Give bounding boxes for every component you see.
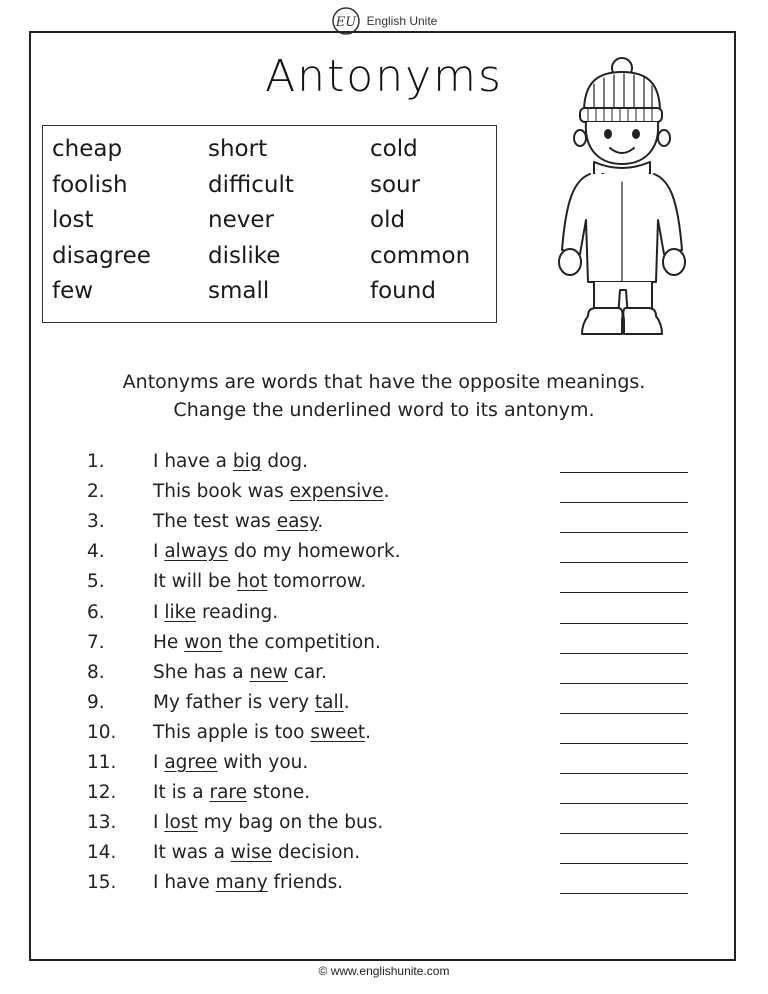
question-row [0,571,768,601]
word-bank-word: foolish [52,171,128,198]
answer-blank[interactable] [560,773,688,774]
underlined-word: hot [237,571,268,593]
question-sentence [153,602,278,623]
word-bank-word: never [208,207,274,233]
answer-blank[interactable] [560,893,688,894]
sentence-text: with you. [217,752,309,773]
underlined-word: lost [164,812,198,834]
word-bank-word: short [208,136,268,162]
word-bank-word: sour [370,171,421,198]
question-sentence [153,481,390,502]
sentence-text: I have [153,872,216,894]
word-bank-word: old [370,207,406,233]
underlined-word: agree [164,752,218,773]
word-bank-column-3 [370,132,470,310]
question-number: 8. [87,661,105,683]
sentence-text: My father is very [153,691,315,713]
sentence-text: It is a [153,782,210,804]
question-number: 10. [87,721,117,743]
sentence-text: This book was [153,481,290,503]
question-row [0,752,768,782]
answer-blank[interactable] [560,743,688,744]
question-number: 3. [87,511,105,533]
question-row [0,662,768,692]
question-sentence [153,752,308,773]
sentence-text: . [365,721,372,743]
underlined-word: wise [230,842,273,864]
answer-blank[interactable] [560,833,688,834]
question-number: 2. [87,481,105,503]
sentence-text: It was a [153,842,231,864]
question-row [0,692,768,722]
sentence-text: reading. [196,601,279,623]
question-number: 12. [87,782,117,804]
question-number: 7. [87,631,105,653]
sentence-text: dog. [261,451,309,472]
sentence-text: It will be [153,571,238,593]
word-bank-column-1 [52,132,151,310]
sentence-text: . [383,481,390,503]
sentence-text: She has a [153,661,250,683]
question-sentence [153,571,366,592]
answer-blank[interactable] [560,532,688,533]
underlined-word: always [164,541,228,563]
question-row [0,602,768,632]
word-bank-word: difficult [208,171,294,198]
sentence-text: . [343,691,350,713]
answer-blank[interactable] [560,713,688,714]
sentence-text: I [153,812,165,834]
underlined-word: big [232,451,262,472]
question-row [0,511,768,541]
question-sentence [153,782,310,803]
question-number: 6. [87,601,105,623]
word-bank-word: few [52,278,94,304]
instructions [0,368,768,424]
svg-text:EU: EU [335,15,356,30]
question-number: 11. [87,752,117,773]
word-bank-word: cheap [52,136,123,162]
answer-blank[interactable] [560,502,688,503]
answer-blank[interactable] [560,803,688,804]
question-sentence [153,722,371,743]
sentence-text: He [153,631,185,653]
underlined-word: new [249,661,288,683]
question-row [0,451,768,481]
underlined-word: easy [276,511,318,533]
answer-blank[interactable] [560,592,688,593]
underlined-word: expensive [289,481,384,503]
sentence-text: I have a [153,451,233,472]
word-bank [42,125,497,323]
sentence-text: friends. [267,872,344,894]
question-row [0,842,768,872]
instructions-line-2: Change the underlined word to its antonym. [173,399,595,421]
word-bank-word: found [370,278,436,304]
sentence-text: the competition. [222,631,381,653]
sentence-text: decision. [272,842,361,864]
answer-blank[interactable] [560,863,688,864]
question-sentence [153,692,350,713]
word-bank-word: common [370,242,471,269]
answer-blank[interactable] [560,472,688,473]
underlined-word: won [184,631,223,653]
answer-blank[interactable] [560,562,688,563]
sentence-text: tomorrow. [267,571,367,593]
question-sentence [153,872,343,893]
answer-blank[interactable] [560,653,688,654]
underlined-word: rare [209,782,247,804]
question-row [0,481,768,511]
question-number: 4. [87,541,105,563]
sentence-text: do my homework. [227,541,401,563]
question-number: 14. [87,842,117,864]
sentence-text: This apple is too [153,721,311,743]
word-bank-word: lost [52,207,94,233]
question-number: 15. [87,872,117,894]
question-number: 1. [87,451,105,472]
word-bank-word: dislike [208,242,281,269]
question-sentence [153,842,360,863]
brand-name: English Unite [366,14,438,28]
question-number: 9. [87,691,105,713]
word-bank-word: disagree [52,242,151,269]
question-row [0,722,768,752]
underlined-word: many [215,872,268,894]
question-number: 13. [87,812,117,834]
question-sentence [153,451,308,472]
question-sentence [153,812,383,833]
word-bank-column-2 [208,132,294,310]
sentence-text: . [317,511,324,533]
boy-in-winter-clothes-illustration [550,50,700,340]
underlined-word: sweet [310,721,366,743]
question-row [0,812,768,842]
page-title: Antonyms [265,51,503,102]
question-sentence [153,541,401,562]
footer-copyright: © www.englishunite.com [318,964,450,978]
sentence-text: The test was [153,511,277,533]
sentence-text: I [153,752,165,773]
question-row [0,782,768,812]
sentence-text: car. [287,661,327,683]
instructions-line-1: Antonyms are words that have the opposite meanings. [122,371,646,393]
word-bank-word: cold [370,136,418,162]
question-row [0,541,768,571]
answer-blank[interactable] [560,623,688,624]
question-sentence [153,662,327,683]
question-sentence [153,511,323,532]
underlined-word: tall [314,691,344,713]
underlined-word: like [164,601,197,623]
answer-blank[interactable] [560,683,688,684]
sentence-text: my bag on the bus. [197,812,384,834]
sentence-text: stone. [247,782,311,804]
question-row [0,632,768,662]
question-sentence [153,632,381,653]
word-bank-word: small [208,278,270,304]
question-number: 5. [87,571,105,593]
sentence-text: I [153,601,165,623]
sentence-text: I [153,541,165,563]
question-row [0,872,768,902]
